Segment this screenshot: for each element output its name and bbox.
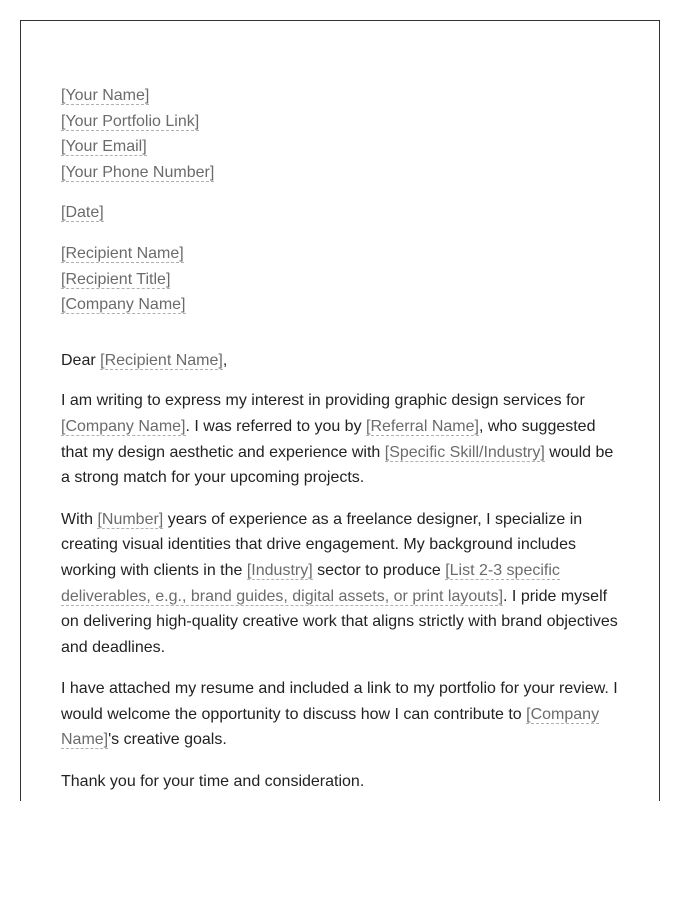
p1-text-2: . I was referred to you by [185, 417, 367, 435]
sender-portfolio-placeholder[interactable]: [Your Portfolio Link] [61, 112, 200, 130]
p1-line-4 [61, 465, 626, 491]
recipient-title-placeholder[interactable]: [Recipient Title] [61, 270, 171, 288]
p3-text-2: would welcome the opportunity to discuss how I can contribute to [61, 705, 527, 723]
recipient-name-line [61, 241, 626, 267]
p2-text-6: . I pride myself [503, 587, 608, 605]
p1-company-placeholder[interactable]: [Company Name] [61, 417, 186, 435]
p3-line-1 [61, 676, 626, 702]
p1-line-2 [61, 414, 626, 440]
p1-text-5: would be [544, 443, 614, 461]
p2-text-8: and deadlines. [61, 638, 166, 656]
p2-number-placeholder[interactable]: [Number] [97, 510, 164, 528]
sender-portfolio-line [61, 109, 626, 135]
p3-line-2 [61, 702, 626, 728]
recipient-title-line [61, 267, 626, 293]
closing [61, 769, 626, 795]
p2-line-1 [61, 507, 626, 533]
salutation-suffix: , [222, 351, 228, 369]
closing-line [61, 769, 626, 795]
p2-line-3 [61, 558, 626, 584]
recipient-block [61, 241, 626, 318]
p3-line-3 [61, 727, 626, 753]
p1-text-4: that my design aesthetic and experience with [61, 443, 385, 461]
p1-line-1 [61, 388, 626, 414]
p3-company-placeholder-a[interactable]: [Company [526, 705, 600, 723]
paragraph-2 [61, 507, 626, 661]
p2-line-4 [61, 584, 626, 610]
recipient-company-placeholder[interactable]: [Company Name] [61, 296, 186, 314]
p2-text-3: creating visual identities that drive engagement. My background includes [61, 536, 576, 554]
p1-line-3 [61, 440, 626, 466]
p2-deliverables-placeholder-a[interactable]: [List 2-3 specific [445, 561, 560, 579]
letter-body [61, 83, 626, 795]
salutation-name-placeholder[interactable]: [Recipient Name] [100, 351, 223, 369]
p1-text-1: I am writing to express my interest in providing graphic design services for [61, 392, 585, 410]
p1-text-6: a strong match for your upcoming projects. [61, 469, 365, 487]
recipient-company-line [61, 292, 626, 318]
p2-text-7: on delivering high-quality creative work that aligns strictly with brand objectives [61, 613, 618, 631]
sender-name-placeholder[interactable]: [Your Name] [61, 87, 150, 104]
sender-email-placeholder[interactable]: [Your Email] [61, 138, 147, 156]
p1-skill-placeholder[interactable]: [Specific Skill/Industry] [384, 443, 545, 461]
salutation-line [61, 348, 626, 374]
paragraph-3 [61, 676, 626, 753]
p3-text-3: 's creative goals. [108, 731, 227, 749]
recipient-name-placeholder[interactable]: [Recipient Name] [61, 244, 184, 262]
closing-text: Thank you for your time and consideration. [61, 773, 365, 791]
p2-text-5: sector to produce [312, 561, 446, 579]
p2-text-4: working with clients in the [61, 561, 247, 579]
p2-line-6 [61, 635, 626, 661]
p2-deliverables-placeholder-b[interactable]: deliverables, e.g., brand guides, digital assets, or print layouts] [61, 587, 504, 605]
p3-company-placeholder-b[interactable]: Name] [61, 731, 109, 749]
letter-page [20, 20, 660, 801]
p1-text-3: , who suggested [478, 417, 596, 435]
p2-line-5 [61, 609, 626, 635]
date-placeholder[interactable]: [Date] [61, 204, 104, 222]
sender-phone-placeholder[interactable]: [Your Phone Number] [61, 163, 215, 181]
salutation [61, 348, 626, 374]
p1-referral-placeholder[interactable]: [Referral Name] [366, 417, 479, 435]
sender-phone-line [61, 160, 626, 186]
p2-text-2: years of experience as a freelance designer, I specialize in [163, 510, 583, 528]
p2-text-1: With [61, 510, 98, 528]
sender-email-line [61, 134, 626, 160]
salutation-prefix: Dear [61, 351, 101, 369]
p2-industry-placeholder[interactable]: [Industry] [246, 561, 313, 579]
paragraph-1 [61, 388, 626, 490]
p3-text-1: I have attached my resume and included a link to my portfolio for your review. I [61, 680, 618, 698]
p2-line-2 [61, 532, 626, 558]
sender-block [61, 83, 626, 185]
date-block [61, 200, 626, 226]
sender-name-line [61, 83, 626, 109]
date-line [61, 200, 626, 226]
